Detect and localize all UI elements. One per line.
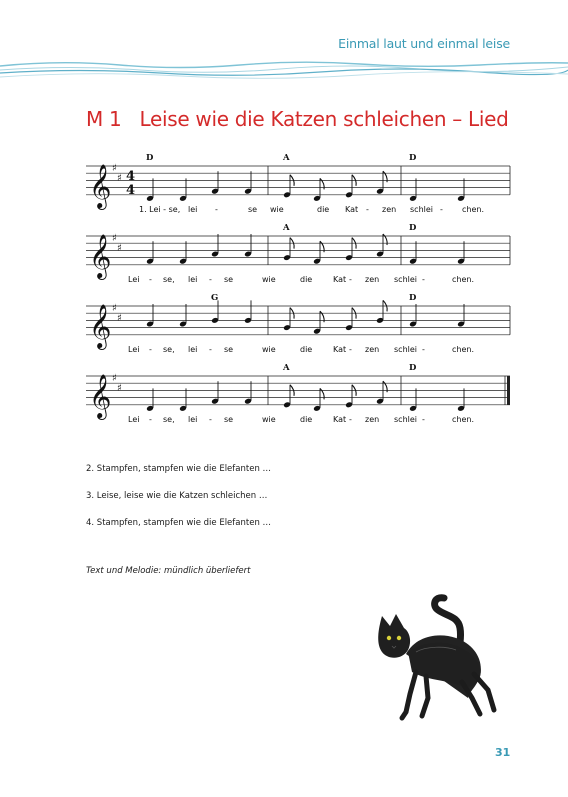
material-code: M 1	[86, 107, 122, 131]
lyric-syllable: -	[366, 204, 369, 214]
lyric-syllable: -	[422, 414, 425, 424]
lyric-syllable: zen	[365, 274, 380, 284]
lyric-syllable: se,	[163, 344, 175, 354]
verse-3: 3. Leise, leise wie die Katzen schleichen …	[86, 491, 268, 501]
lyric-syllable: -	[349, 414, 352, 424]
chord-symbol: D	[409, 363, 417, 373]
header-section-title: Einmal laut und einmal leise	[338, 36, 510, 51]
lyric-syllable: chen.	[462, 204, 485, 214]
lyric-syllable: Kat	[333, 414, 347, 424]
lyric-syllable: se	[224, 344, 234, 354]
lyric-syllable: -	[149, 344, 152, 354]
lyric-syllable: lei	[188, 204, 198, 214]
chord-symbol: D	[409, 153, 417, 163]
chord-symbol: D	[146, 153, 154, 163]
lyric-syllable: die	[300, 274, 313, 284]
lyric-syllable: -	[422, 274, 425, 284]
lyric-syllable: se	[248, 204, 258, 214]
sharp-icon: ♯	[117, 313, 122, 324]
lyric-syllable: se	[224, 414, 234, 424]
song-credit: Text und Melodie: mündlich überliefert	[86, 566, 251, 576]
lyric-syllable: Lei	[128, 274, 140, 284]
black-cat-icon	[376, 594, 526, 722]
song-title: Leise wie die Katzen schleichen – Lied	[139, 107, 509, 131]
time-signature-top: 4	[126, 169, 136, 184]
sharp-icon: ♯	[117, 173, 122, 184]
sharp-icon: ♯	[117, 243, 122, 254]
lyric-syllable: -	[349, 274, 352, 284]
lyric-syllable: lei	[188, 414, 198, 424]
time-signature-bottom: 4	[126, 183, 136, 198]
lyric-syllable: wie	[262, 344, 276, 354]
lyric-syllable: -	[149, 414, 152, 424]
lyric-syllable: chen.	[452, 414, 475, 424]
chord-symbol: G	[211, 293, 219, 303]
lyric-syllable: zen	[365, 414, 380, 424]
page-number: 31	[495, 746, 511, 759]
lyric-syllable: -	[349, 344, 352, 354]
lyric-syllable: zen	[365, 344, 380, 354]
lyric-syllable: Kat	[345, 204, 359, 214]
lyric-syllable: -	[422, 344, 425, 354]
lyric-syllable: Kat	[333, 344, 347, 354]
sharp-icon: ♯	[117, 383, 122, 394]
lyric-syllable: Lei	[128, 344, 140, 354]
lyric-syllable: -	[209, 344, 212, 354]
lyric-syllable: se	[224, 274, 234, 284]
lyric-syllable: wie	[262, 274, 276, 284]
lyric-syllable: die	[300, 344, 313, 354]
lyric-syllable: se,	[163, 414, 175, 424]
lyric-syllable: die	[317, 204, 330, 214]
lyric-syllable: schlei	[410, 204, 434, 214]
lyric-syllable: wie	[262, 414, 276, 424]
treble-clef-icon: 𝄞	[89, 303, 112, 348]
lyric-syllable: die	[300, 414, 313, 424]
lyric-syllable: schlei	[394, 414, 418, 424]
lyric-syllable: zen	[382, 204, 397, 214]
lyric-syllable: chen.	[452, 344, 475, 354]
sharp-icon: ♯	[112, 163, 117, 174]
lyric-syllable: -	[209, 414, 212, 424]
lyric-syllable: chen.	[452, 274, 475, 284]
lyric-syllable: -	[209, 274, 212, 284]
chord-symbol: A	[283, 153, 290, 163]
lyric-syllable: lei	[188, 344, 198, 354]
treble-clef-icon: 𝄞	[89, 163, 112, 208]
chord-symbol: A	[283, 363, 290, 373]
lyric-syllable: wie	[270, 204, 284, 214]
verse-2: 2. Stampfen, stampfen wie die Elefanten …	[86, 464, 272, 474]
lyric-syllable: Kat	[333, 274, 347, 284]
treble-clef-icon: 𝄞	[89, 373, 112, 418]
chord-symbol: D	[409, 223, 417, 233]
lyric-syllable: lei	[188, 274, 198, 284]
lyric-syllable: -	[440, 204, 443, 214]
verse-4: 4. Stampfen, stampfen wie die Elefanten …	[86, 518, 272, 528]
lyric-syllable: -	[215, 204, 218, 214]
lyric-syllable: schlei	[394, 344, 418, 354]
lyric-syllable: Lei	[128, 414, 140, 424]
treble-clef-icon: 𝄞	[89, 233, 112, 278]
chord-symbol: A	[283, 223, 290, 233]
sharp-icon: ♯	[112, 303, 117, 314]
final-barline	[507, 376, 510, 405]
sharp-icon: ♯	[112, 373, 117, 384]
lyric-syllable: schlei	[394, 274, 418, 284]
chord-symbol: D	[409, 293, 417, 303]
lyric-syllable: -	[149, 274, 152, 284]
lyric-syllable: 1. Lei - se,	[139, 204, 181, 214]
lyric-syllable: se,	[163, 274, 175, 284]
sharp-icon: ♯	[112, 233, 117, 244]
